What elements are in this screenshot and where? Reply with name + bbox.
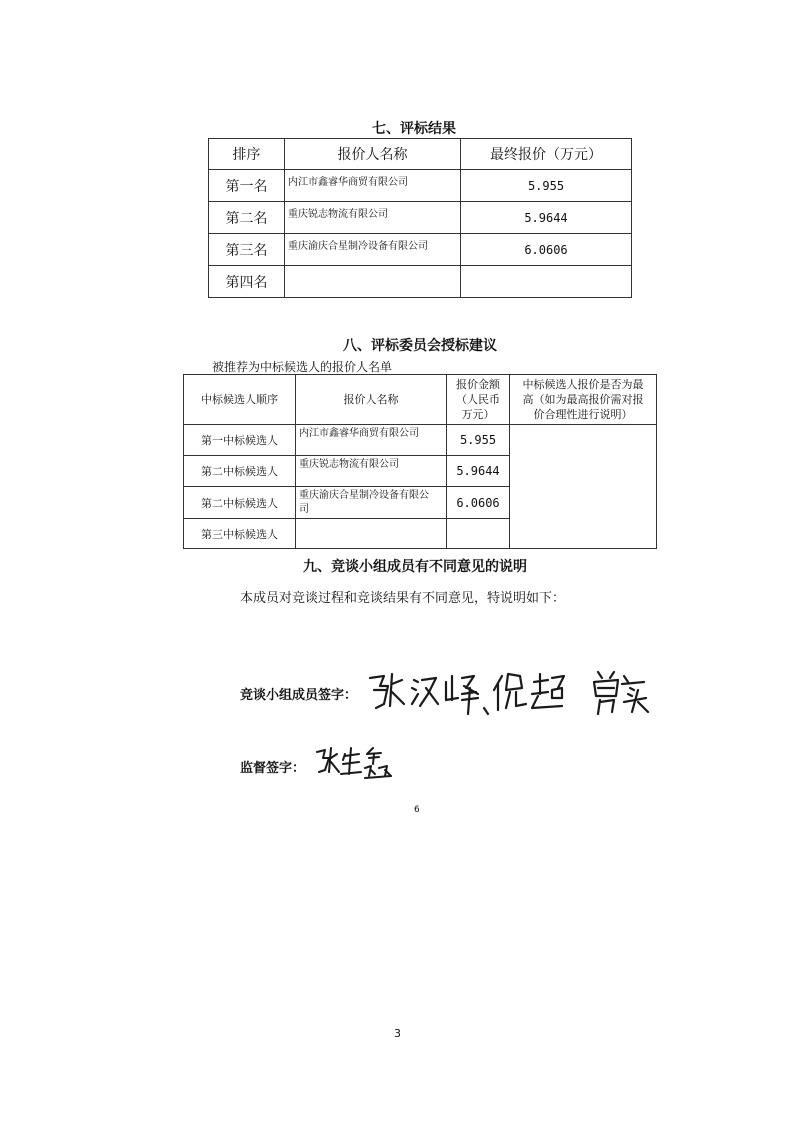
price-cell: 5.9644 (461, 202, 632, 234)
table-row (209, 234, 632, 266)
candidate-order-cell: 第二中标候选人 (184, 487, 296, 519)
price-cell: 5.955 (461, 170, 632, 202)
candidate-order-cell: 第二中标候选人 (184, 456, 296, 487)
table-header-row (209, 139, 632, 170)
bidder-name-cell: 重庆渝庆合星制冷设备有限公司 (285, 234, 461, 266)
table-row (209, 202, 632, 234)
bidder-name-line: 司 (299, 504, 309, 515)
header-bid-amount-line: 报价金额 (456, 378, 500, 391)
inner-page-number: 6 (414, 805, 420, 815)
header-highest-bid-explanation (510, 375, 657, 425)
price-cell: 6.0606 (461, 234, 632, 266)
candidate-list-caption: 被推荐为中标候选人的报价人名单 (212, 360, 393, 374)
bidder-name-line: 重庆渝庆合星制冷设备有限公 (299, 490, 429, 501)
bid-amount-cell: 5.9644 (447, 456, 510, 487)
candidate-order-cell: 第一中标候选人 (184, 425, 296, 456)
table-row (184, 425, 657, 456)
section8-title: 八、评标委员会授标建议 (343, 338, 497, 354)
highest-bid-explanation-cell (510, 425, 657, 549)
header-highest-line: 高（如为最高报价需对报 (522, 393, 644, 406)
section7-title: 七、评标结果 (372, 121, 456, 137)
rank-cell: 第一名 (209, 170, 285, 202)
bidder-name-line: 内江市鑫睿华商贸有限公司 (299, 428, 419, 439)
bidder-name-cell (296, 519, 447, 549)
members-handwritten-signature (362, 664, 652, 722)
table-header-row (184, 375, 657, 425)
award-recommendation-table (183, 374, 657, 549)
dissent-statement: 本成员对竞谈过程和竞谈结果有不同意见，特说明如下： (240, 591, 566, 606)
supervisor-handwritten-signature (313, 744, 393, 784)
evaluation-result-table (208, 138, 632, 298)
header-final-price: 最终报价（万元） (461, 139, 632, 170)
header-bidder-name: 报价人名称 (296, 375, 447, 425)
section9-title: 九、竞谈小组成员有不同意见的说明 (303, 559, 527, 575)
supervisor-signature-label: 监督签字： (240, 761, 306, 776)
bidder-name-cell (296, 487, 447, 519)
bidder-name-line: 重庆锐志物流有限公司 (299, 459, 399, 470)
header-bid-amount-line: 万元） (461, 408, 495, 421)
header-bidder-name: 报价人名称 (285, 139, 461, 170)
header-candidate-order: 中标候选人顺序 (184, 375, 296, 425)
candidate-order-cell: 第三中标候选人 (184, 519, 296, 549)
bid-amount-cell: 6.0606 (447, 487, 510, 519)
header-highest-line: 价合理性进行说明） (533, 408, 633, 421)
table-row (209, 266, 632, 298)
bidder-name-cell: 内江市鑫睿华商贸有限公司 (285, 170, 461, 202)
rank-cell: 第二名 (209, 202, 285, 234)
header-bid-amount-line: （人民币 (456, 393, 500, 406)
rank-cell: 第三名 (209, 234, 285, 266)
bid-amount-cell: 5.955 (447, 425, 510, 456)
header-bid-amount (447, 375, 510, 425)
table-row (209, 170, 632, 202)
bidder-name-cell (296, 425, 447, 456)
outer-page-number: 3 (394, 1027, 401, 1040)
header-rank: 排序 (209, 139, 285, 170)
bidder-name-cell: 重庆锐志物流有限公司 (285, 202, 461, 234)
members-signature-label: 竞谈小组成员签字： (240, 688, 358, 703)
bidder-name-cell (296, 456, 447, 487)
rank-cell: 第四名 (209, 266, 285, 298)
price-cell (461, 266, 632, 298)
bidder-name-cell (285, 266, 461, 298)
bid-amount-cell (447, 519, 510, 549)
header-highest-line: 中标候选人报价是否为最 (522, 378, 644, 391)
